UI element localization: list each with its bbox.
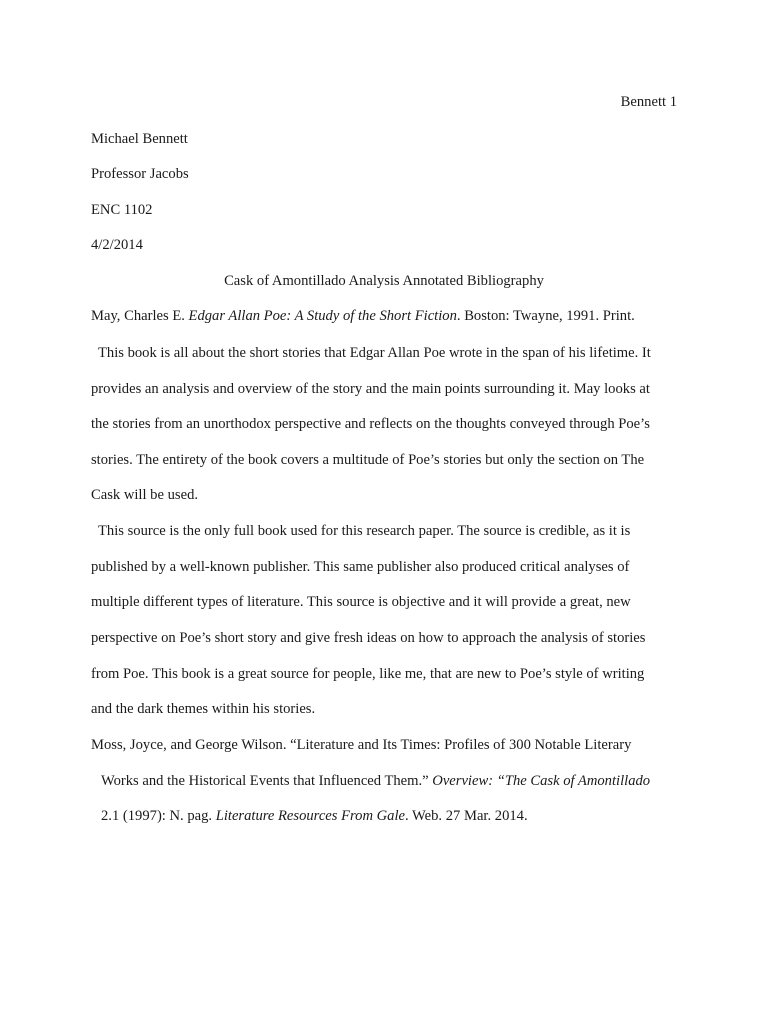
- citation-text: 2.1 (1997): N. pag.: [101, 808, 216, 824]
- citation-publication: . Boston: Twayne, 1991. Print.: [456, 308, 635, 324]
- citation-entry-2-line-1: Moss, Joyce, and George Wilson. “Literature and Its Times: Profiles of 300 Notable Literary: [91, 737, 632, 753]
- citation-book-title: Edgar Allan Poe: A Study of the Short Fiction: [188, 308, 457, 324]
- annotation-1-line: This book is all about the short stories that Edgar Allan Poe wrote in the span of his lifetime. It: [98, 345, 651, 361]
- citation-text: . Web. 27 Mar. 2014.: [405, 808, 528, 824]
- annotation-2-line: and the dark themes within his stories.: [91, 701, 316, 717]
- annotation-2-line: published by a well-known publisher. This same publisher also produced critical analyses of: [91, 559, 630, 575]
- annotation-1-line: stories. The entirety of the book covers a multitude of Poe’s stories but only the section on The: [91, 452, 645, 468]
- annotation-2-line: This source is the only full book used for this research paper. The source is credible, as it is: [98, 523, 631, 539]
- annotation-1-line: provides an analysis and overview of the story and the main points surrounding it. May looks at: [91, 381, 650, 397]
- citation-text: Works and the Historical Events that Influenced Them.”: [101, 773, 433, 789]
- citation-author: May, Charles E.: [91, 308, 189, 324]
- annotation-1-line: the stories from an unorthodox perspective and reflects on the thoughts conveyed through Poe’s: [91, 416, 650, 432]
- citation-entry-1: [91, 307, 635, 325]
- citation-entry-2-line-2: [101, 772, 650, 790]
- annotation-1-line: Cask will be used.: [91, 487, 199, 503]
- course-code: ENC 1102: [91, 202, 153, 218]
- citation-entry-2-line-3: [101, 807, 528, 825]
- document-title: Cask of Amontillado Analysis Annotated Bibliography: [224, 273, 544, 289]
- document-date: 4/2/2014: [91, 237, 143, 253]
- page-header: Bennett 1: [620, 94, 677, 110]
- citation-italic-title: Overview: “The Cask of Amontillado: [432, 773, 651, 789]
- professor-name: Professor Jacobs: [91, 166, 189, 182]
- annotation-2-line: from Poe. This book is a great source for people, like me, that are new to Poe’s style of writing: [91, 666, 645, 682]
- citation-database: Literature Resources From Gale: [215, 808, 406, 824]
- annotation-2-line: perspective on Poe’s short story and give fresh ideas on how to approach the analysis of stories: [91, 630, 646, 646]
- annotation-2-line: multiple different types of literature. This source is objective and it will provide a great, new: [91, 594, 631, 610]
- student-name: Michael Bennett: [91, 131, 188, 147]
